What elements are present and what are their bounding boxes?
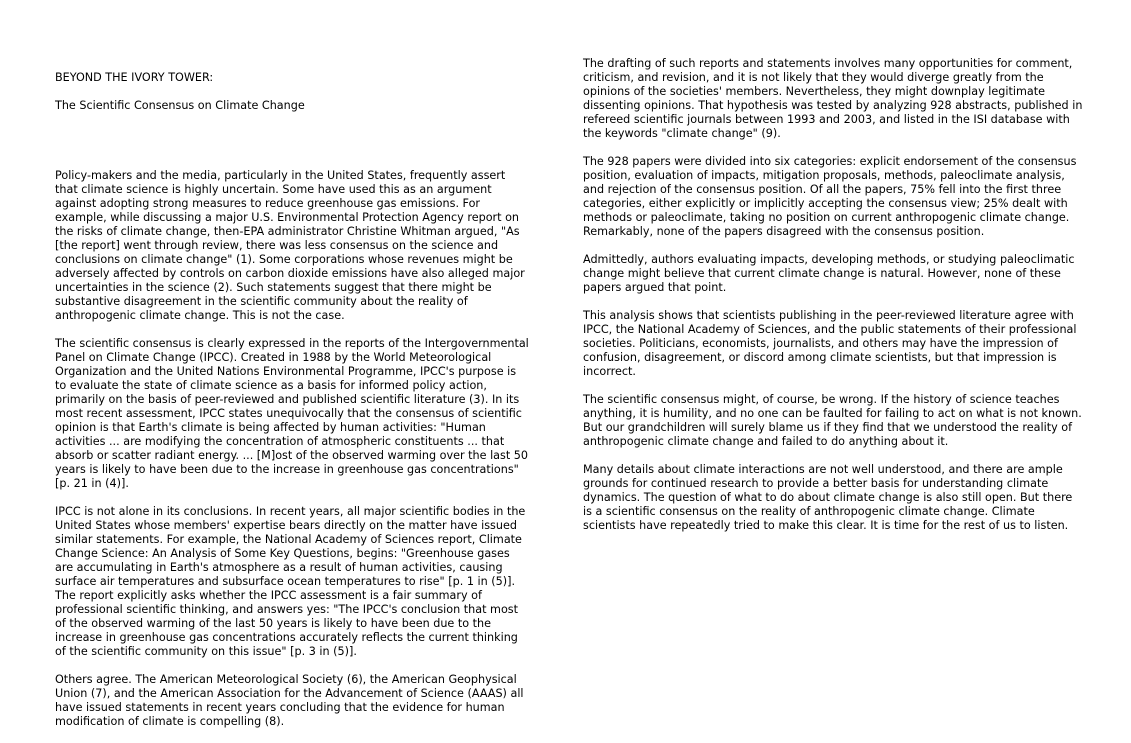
paragraph: This analysis shows that scientists publishing in the peer-reviewed literature agree with IPCC, the National Academy of Sciences, and the public statements of their professional societies. Politicians, economists, journalists, and others may have the impression of confusion, disagreement, or discord among climate scientists, but that impression is incorrect. — [583, 309, 1077, 378]
left-column — [55, 57, 530, 743]
title-line-1: BEYOND THE IVORY TOWER: — [55, 71, 214, 84]
paragraph: IPCC is not alone in its conclusions. In recent years, all major scientific bodies in the United States whose members' expertise bears directly on the matter have issued similar statements. For example, the National Academy of Sciences report, Climate Change Science: An Analysis of Some Key Questions, begins: "Greenhouse gases are accumulating in Earth's atmosphere as a result of human activities, causing surface air temperatures and subsurface ocean temperatures to rise" [p. 1 in (5)]. The report explicitly asks whether the IPCC assessment is a fair summary of professional scientific thinking, and answers yes: "The IPCC's conclusion that most of the observed warming of the last 50 years is likely to have been due to the increase in greenhouse gas concentrations accurately reflects the current thinking of the scientific community on this issue" [p. 3 in (5)]. — [55, 505, 526, 658]
paragraph: The drafting of such reports and statements involves many opportunities for comment, criticism, and revision, and it is not likely that they would diverge greatly from the opinions of the societies' members. Nevertheless, they might downplay legitimate dissenting opinions. That hypothesis was tested by analyzing 928 abstracts, published in refereed scientific journals between 1993 and 2003, and listed in the ISI database with the keywords "climate change" (9). — [583, 57, 1083, 140]
paragraph: Others agree. The American Meteorological Society (6), the American Geophysical Union (7), and the American Association for the Advancement of Science (AAAS) all have issued statements in recent years concluding that the evidence for human modification of climate is compelling (8). — [55, 673, 524, 728]
paragraph: Policy-makers and the media, particularly in the United States, frequently assert that climate science is highly uncertain. Some have used this as an argument against adopting strong measures to reduce greenhouse gas emissions. For example, while discussing a major U.S. Environmental Protection Agency report on the risks of climate change, then-EPA administrator Christine Whitman argued, "As [the report] went through review, there was less consensus on the science and conclusions on climate change" (1). Some corporations whose revenues might be adversely affected by controls on carbon dioxide emissions have also alleged major uncertainties in the science (2). Such statements suggest that there might be substantive disagreement in the scientific community about the reality of anthropogenic climate change. This is not the case. — [55, 169, 525, 322]
paragraph: The scientific consensus might, of course, be wrong. If the history of science teaches anything, it is humility, and no one can be faulted for failing to act on what is not known. But our grandchildren will surely blame us if they find that we understood the reality of anthropogenic climate change and failed to do anything about it. — [583, 393, 1082, 448]
paragraph: The 928 papers were divided into six categories: explicit endorsement of the consensus position, evaluation of impacts, mitigation proposals, methods, paleoclimate analysis, and rejection of the consensus position. Of all the papers, 75% fell into the first three categories, either explicitly or implicitly accepting the consensus view; 25% dealt with methods or paleoclimate, taking no position on current anthropogenic climate change. Remarkably, none of the papers disagreed with the consensus position. — [583, 155, 1077, 238]
right-column — [583, 57, 1083, 547]
paragraph: Many details about climate interactions are not well understood, and there are ample grounds for continued research to provide a better basis for understanding climate dynamics. The question of what to do about climate change is also still open. But there is a scientific consensus on the reality of anthropogenic climate change. Climate scientists have repeatedly tried to make this clear. It is time for the rest of us to listen. — [583, 463, 1073, 532]
document-title — [55, 57, 530, 127]
paragraph: Admittedly, authors evaluating impacts, developing methods, or studying paleoclimatic change might believe that current climate change is natural. However, none of these papers argued that point. — [583, 253, 1075, 294]
title-line-2: The Scientific Consensus on Climate Change — [55, 99, 305, 112]
paragraph: The scientific consensus is clearly expressed in the reports of the Intergovernmental Panel on Climate Change (IPCC). Created in 1988 by the World Meteorological Organization and the United Nations Environmental Programme, IPCC's purpose is to evaluate the state of climate science as a basis for informed policy action, primarily on the basis of peer-reviewed and published scientific literature (3). In its most recent assessment, IPCC states unequivocally that the consensus of scientific opinion is that Earth's climate is being affected by human activities: "Human activities ... are modifying the concentration of atmospheric constituents ... that absorb or scatter radiant energy. ... [M]ost of the observed warming over the last 50 years is likely to have been due to the increase in greenhouse gas concentrations" [p. 21 in (4)]. — [55, 337, 529, 490]
